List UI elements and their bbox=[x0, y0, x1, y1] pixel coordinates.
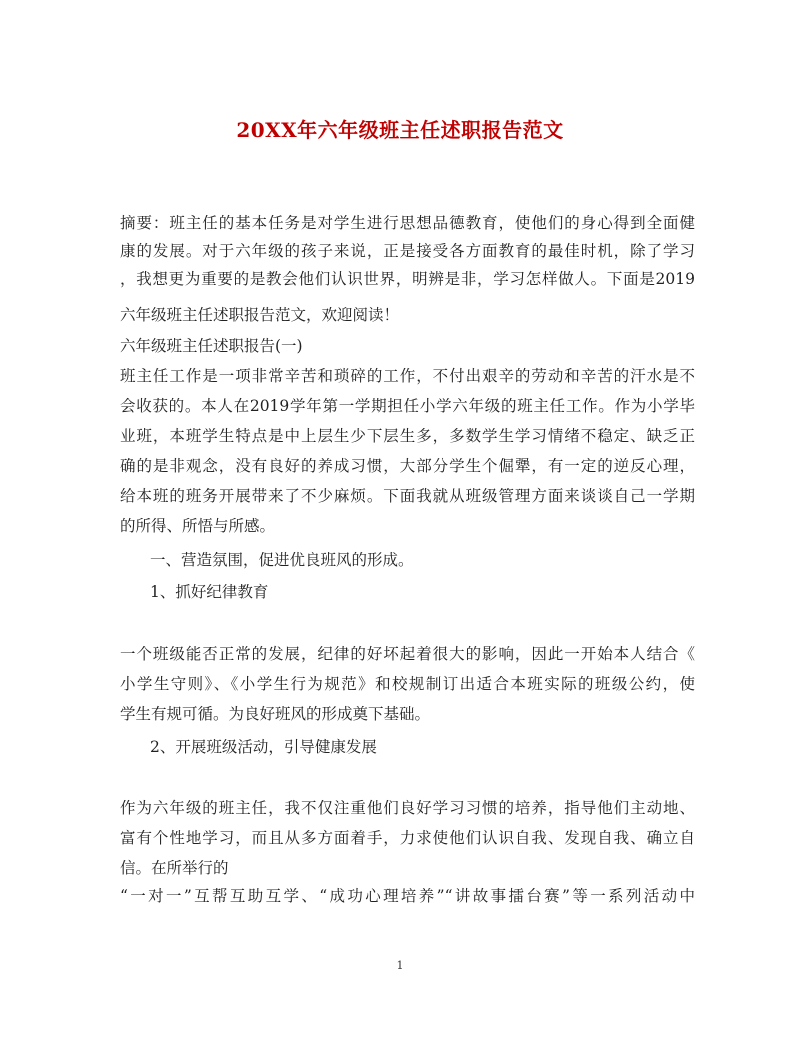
body-line-6: 的所得、所悟与所感。 bbox=[120, 517, 276, 535]
body-line-2: 会收获的。本人在2019学年第一学期担任小学六年级的班主任工作。作为小学毕 bbox=[120, 397, 695, 415]
subheading-activities: 2、开展班级活动，引导健康发展 bbox=[150, 738, 377, 756]
subheading-atmosphere: 一、营造氛围，促进优良班风的形成。 bbox=[150, 551, 414, 569]
activities-line-1: 作为六年级的班主任，我不仅注重他们良好学习习惯的培养，指导他们主动地、 bbox=[120, 799, 695, 817]
discipline-line-3: 学生有规可循。为良好班风的形成奠下基础。 bbox=[120, 705, 431, 723]
discipline-line-1: 一个班级能否正常的发展，纪律的好坏起着很大的影响，因此一开始本人结合《 bbox=[120, 645, 695, 663]
activities-line-2: 富有个性地学习，而且从多方面着手，力求使他们认识自我、发现自我、确立自 bbox=[120, 829, 695, 847]
subheading-discipline: 1、抓好纪律教育 bbox=[150, 583, 269, 601]
section-heading-report-1: 六年级班主任述职报告(一) bbox=[120, 337, 303, 355]
body-line-3: 业班，本班学生特点是中上层生少下层生多，多数学生学习情绪不稳定、缺乏正 bbox=[120, 427, 695, 445]
page-number: 1 bbox=[396, 959, 404, 972]
abstract-line-1: 摘要：班主任的基本任务是对学生进行思想品德教育，使他们的身心得到全面健 bbox=[120, 214, 695, 232]
body-line-5: 给本班的班务开展带来了不少麻烦。下面我就从班级管理方面来谈谈自己一学期 bbox=[120, 487, 695, 505]
body-line-1: 班主任工作是一项非常辛苦和琐碎的工作，不付出艰辛的劳动和辛苦的汗水是不 bbox=[120, 367, 695, 385]
document-title: 20XX年六年级班主任述职报告范文 bbox=[236, 118, 564, 142]
activities-line-4: “一对一”互帮互助互学、“成功心理培养”“讲故事擂台赛”等一系列活动中 bbox=[120, 887, 695, 905]
activities-line-3: 信。在所举行的 bbox=[120, 859, 229, 877]
abstract-line-2: 康的发展。对于六年级的孩子来说，正是接受各方面教育的最佳时机，除了学习 bbox=[120, 242, 695, 260]
discipline-line-2: 小学生守则》、《小学生行为规范》和校规制订出适合本班实际的班级公约，使 bbox=[120, 675, 695, 693]
abstract-line-4: 六年级班主任述职报告范文，欢迎阅读！ bbox=[120, 306, 400, 324]
body-line-4: 确的是非观念，没有良好的养成习惯，大部分学生个倔犟，有一定的逆反心理， bbox=[120, 457, 695, 475]
abstract-line-3: ，我想更为重要的是教会他们认识世界，明辨是非，学习怎样做人。下面是2019 bbox=[120, 270, 695, 288]
